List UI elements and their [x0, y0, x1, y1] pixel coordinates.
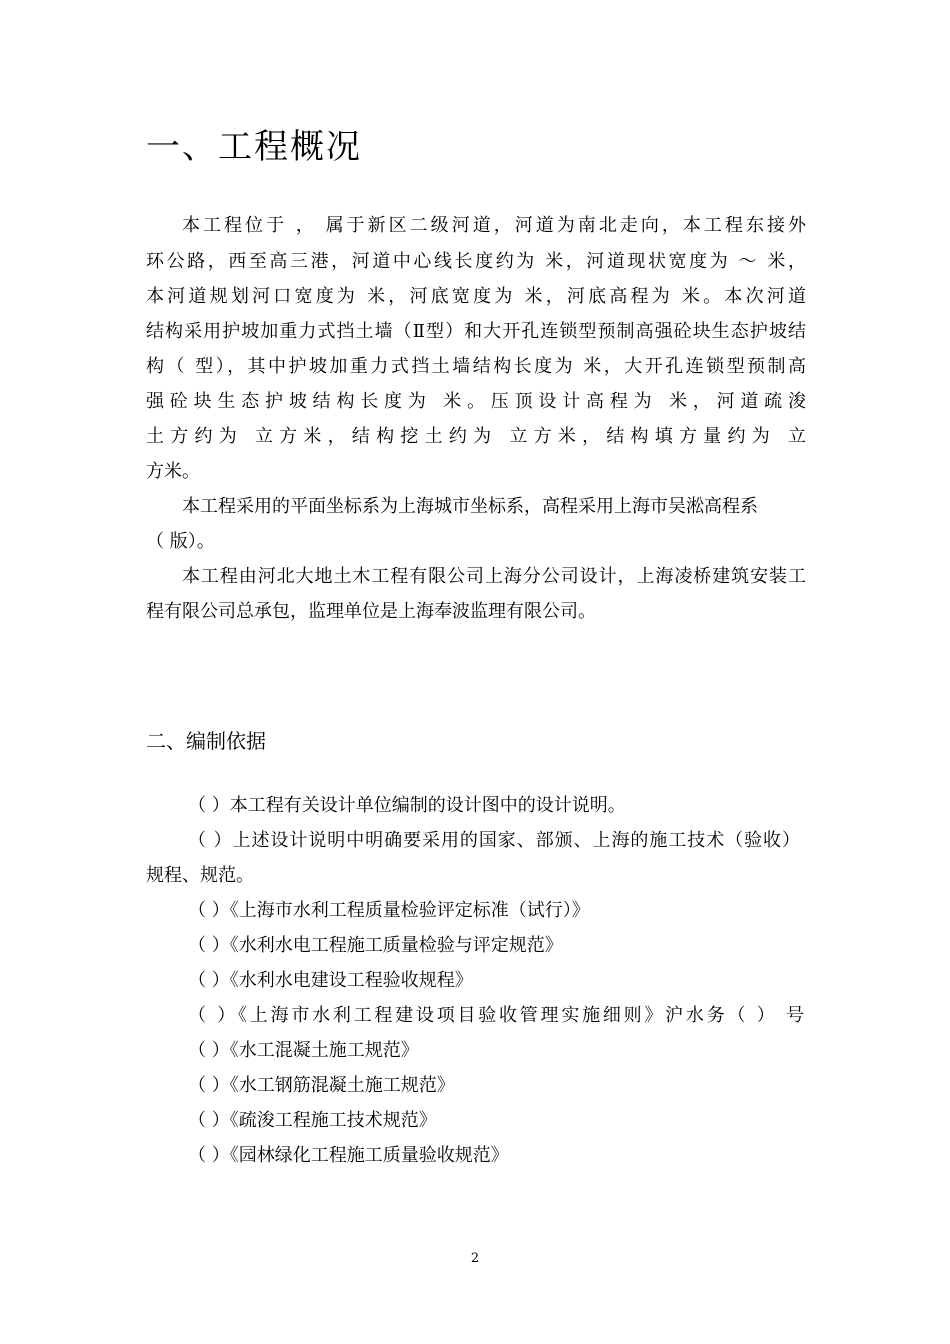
list-item: 规程、规范。 — [146, 865, 254, 886]
list-item: （ ）《园林绿化工程施工质量验收规范》 — [188, 1145, 509, 1166]
list-item: （ ）《水工混凝土施工规范》 — [188, 1040, 419, 1061]
paragraph-line: 构（ 型），其中护坡加重力式挡土墙结构长度为 米，大开孔连锁型预制高 — [146, 356, 806, 377]
list-item: （ ）《水工钢筋混凝土施工规范》 — [188, 1075, 455, 1096]
paragraph-line: 本工程由河北大地土木工程有限公司上海分公司设计，上海凌桥建筑安装工 — [182, 566, 806, 587]
paragraph-line: 本河道规划河口宽度为 米，河底宽度为 米，河底高程为 米。本次河道 — [146, 286, 806, 307]
paragraph-line: 程有限公司总承包，监理单位是上海奉波监理有限公司。 — [146, 601, 596, 622]
paragraph-line: 强砼块生态护坡结构长度为 米。压顶设计高程为 米，河道疏浚 — [146, 391, 806, 412]
paragraph-line: 土方约为 立方米，结构挖土约为 立方米，结构填方量约为 立 — [146, 426, 806, 447]
list-item: （ ）本工程有关设计单位编制的设计图中的设计说明。 — [188, 795, 626, 816]
section-heading-overview: 一、工程概况 — [146, 127, 362, 167]
list-item: （ ）《上海市水利工程质量检验评定标准（试行）》 — [188, 900, 590, 921]
list-item: （ ）《上海市水利工程建设项目验收管理实施细则》沪水务（ ） 号 — [188, 1005, 804, 1026]
paragraph-line: 方米。 — [146, 461, 200, 482]
page-number: 2 — [470, 1251, 480, 1266]
paragraph-line: 结构采用护坡加重力式挡土墙（Ⅱ型）和大开孔连锁型预制高强砼块生态护坡结 — [146, 321, 806, 342]
list-item: （ ）《水利水电建设工程验收规程》 — [188, 970, 473, 991]
paragraph-line: 本工程采用的平面坐标系为上海城市坐标系，高程采用上海市吴淞高程系 — [182, 496, 758, 517]
section-heading-basis: 二、编制依据 — [146, 729, 266, 753]
paragraph-line: （ 版）。 — [146, 531, 215, 552]
list-item: （ ）《疏浚工程施工技术规范》 — [188, 1110, 437, 1131]
list-item: （ ）《水利水电工程施工质量检验与评定规范》 — [188, 935, 563, 956]
paragraph-line: 环公路，西至高三港，河道中心线长度约为 米，河道现状宽度为 ～ 米， — [146, 251, 806, 272]
paragraph-line: 本工程位于 ， 属于新区二级河道，河道为南北走向，本工程东接外 — [182, 215, 806, 236]
list-item: （ ）上述设计说明中明确要采用的国家、部颁、上海的施工技术（验收） — [188, 830, 800, 851]
